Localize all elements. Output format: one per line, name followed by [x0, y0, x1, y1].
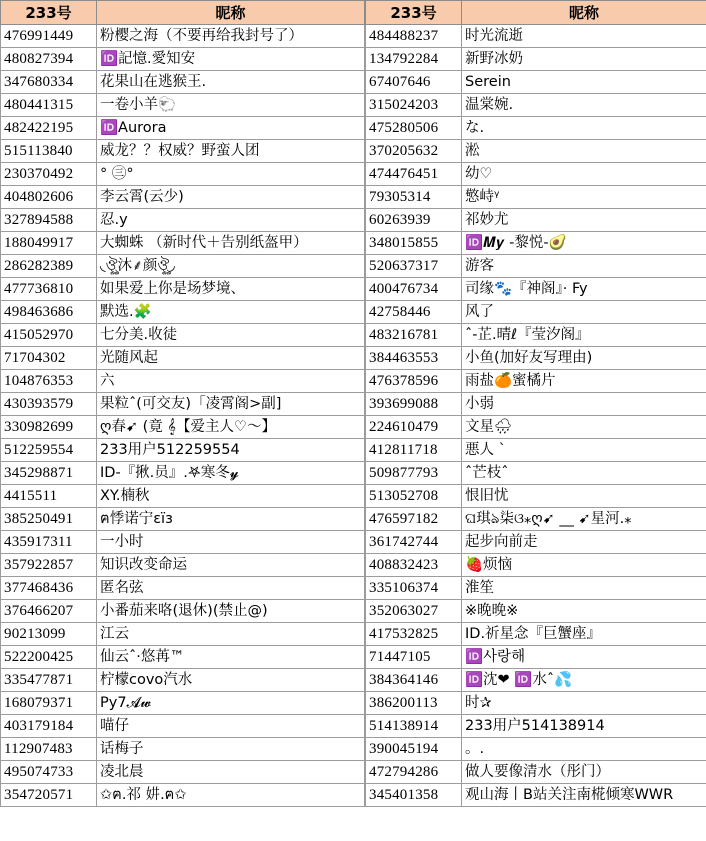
nickname-cell: 如果爱上你是场梦境、 — [97, 278, 365, 301]
table-row — [1, 94, 365, 117]
user-id-cell: 400476734 — [366, 278, 462, 301]
table-row — [366, 646, 706, 669]
nickname-cell: 🆔沈❤ 🆔水ˆ💦 — [462, 669, 706, 692]
table-row — [366, 462, 706, 485]
user-id-cell: 480441315 — [1, 94, 97, 117]
nickname-cell: 🆔記憶.愛知安 — [97, 48, 365, 71]
user-id-cell: 415052970 — [1, 324, 97, 347]
table-row — [366, 600, 706, 623]
table-row — [366, 554, 706, 577]
nickname-cell: 忍.y — [97, 209, 365, 232]
user-id-cell: 472794286 — [366, 761, 462, 784]
nickname-cell: 。. — [462, 738, 706, 761]
table-row — [366, 209, 706, 232]
user-id-cell: 377468436 — [1, 577, 97, 600]
user-id-cell: 370205632 — [366, 140, 462, 163]
left-table-body — [1, 25, 365, 807]
right-table-body — [366, 25, 706, 807]
user-id-cell: 224610479 — [366, 416, 462, 439]
nickname-cell: XY.楠秋 — [97, 485, 365, 508]
user-id-cell: 404802606 — [1, 186, 97, 209]
nickname-cell: 仙云ˆ·悠苒™ — [97, 646, 365, 669]
user-id-cell: 4415511 — [1, 485, 97, 508]
table-row — [1, 462, 365, 485]
nickname-cell: 悪人 ˋ — [462, 439, 706, 462]
user-id-cell: 168079371 — [1, 692, 97, 715]
user-id-cell: 483216781 — [366, 324, 462, 347]
nickname-cell: 七分美.收徒 — [97, 324, 365, 347]
nickname-cell: 🍓烦恼 — [462, 554, 706, 577]
user-id-cell: 42758446 — [366, 301, 462, 324]
nickname-cell: 话梅子 — [97, 738, 365, 761]
table-row — [366, 232, 706, 255]
user-id-cell: 188049917 — [1, 232, 97, 255]
user-id-cell: 347680334 — [1, 71, 97, 94]
user-id-cell: 393699088 — [366, 393, 462, 416]
nickname-cell: 雨盐🍊蜜橘片 — [462, 370, 706, 393]
table-row — [366, 347, 706, 370]
nickname-cell: ◟ঔৣ沐⸙颜ঔৣ◞ — [97, 255, 365, 278]
nickname-cell: 游客 — [462, 255, 706, 278]
header-id: 233号 — [366, 1, 462, 25]
nickname-cell: 大蜘蛛 （新时代＋告别纸盔甲） — [97, 232, 365, 255]
table-row — [366, 324, 706, 347]
table-row — [366, 117, 706, 140]
nickname-cell: 🆔𝑴𝒚 -黎悦-🥑 — [462, 232, 706, 255]
nickname-cell: 小番茄来咯(退休)(禁止@) — [97, 600, 365, 623]
nickname-cell: 幼♡ — [462, 163, 706, 186]
table-row — [1, 761, 365, 784]
table-row — [366, 301, 706, 324]
nickname-cell: 光随风起 — [97, 347, 365, 370]
user-id-cell: 112907483 — [1, 738, 97, 761]
table-row — [366, 531, 706, 554]
user-id-cell: 348015855 — [366, 232, 462, 255]
user-id-cell: 513052708 — [366, 485, 462, 508]
user-id-cell: 476597182 — [366, 508, 462, 531]
user-id-cell: 60263939 — [366, 209, 462, 232]
table-row — [366, 784, 706, 807]
table-row — [1, 485, 365, 508]
table-row — [1, 301, 365, 324]
nickname-cell: 凌北晨 — [97, 761, 365, 784]
table-row — [1, 715, 365, 738]
user-id-cell: 345298871 — [1, 462, 97, 485]
user-id-cell: 385250491 — [1, 508, 97, 531]
nickname-cell: 🆔사랑해 — [462, 646, 706, 669]
user-id-cell: 134792284 — [366, 48, 462, 71]
user-id-cell: 230370492 — [1, 163, 97, 186]
user-id-cell: 476378596 — [366, 370, 462, 393]
nickname-cell: 🆔Aurora — [97, 117, 365, 140]
table-row — [366, 140, 706, 163]
nickname-cell: 风了 — [462, 301, 706, 324]
user-id-cell: 509877793 — [366, 462, 462, 485]
user-id-cell: 357922857 — [1, 554, 97, 577]
user-id-cell: 475280506 — [366, 117, 462, 140]
table-row — [366, 508, 706, 531]
user-id-cell: 386200113 — [366, 692, 462, 715]
table-row — [1, 25, 365, 48]
user-id-cell: 430393579 — [1, 393, 97, 416]
user-id-cell: 522200425 — [1, 646, 97, 669]
nickname-cell: ღ春➹ (竟 𝄞【爱主人♡～】 — [97, 416, 365, 439]
table-row — [1, 692, 365, 715]
nickname-cell: ଘ琪ঌ柒ଓ⁎ღ➹ __ ➹星河.⁎ — [462, 508, 706, 531]
user-id-cell: 67407646 — [366, 71, 462, 94]
nickname-cell: 做人要像清水（彤门） — [462, 761, 706, 784]
table-row — [1, 186, 365, 209]
table-row — [1, 531, 365, 554]
user-id-cell: 520637317 — [366, 255, 462, 278]
table-row — [1, 646, 365, 669]
user-id-cell: 315024203 — [366, 94, 462, 117]
user-id-cell: 352063027 — [366, 600, 462, 623]
user-id-cell: 376466207 — [1, 600, 97, 623]
table-row — [366, 48, 706, 71]
nickname-cell: ° ㊂° — [97, 163, 365, 186]
nickname-cell: ※晚晚※ — [462, 600, 706, 623]
user-id-cell: 330982699 — [1, 416, 97, 439]
user-id-cell: 403179184 — [1, 715, 97, 738]
header-id: 233号 — [1, 1, 97, 25]
user-id-cell: 435917311 — [1, 531, 97, 554]
nickname-cell: 默选.🧩 — [97, 301, 365, 324]
table-row — [1, 738, 365, 761]
user-id-cell: 384364146 — [366, 669, 462, 692]
user-id-cell: 286282389 — [1, 255, 97, 278]
nickname-cell: 一卷小羊🐑 — [97, 94, 365, 117]
table-row — [1, 784, 365, 807]
nickname-cell: 喵仔 — [97, 715, 365, 738]
nickname-cell: Serein — [462, 71, 706, 94]
nickname-cell: 果粒ˆ(可交友)「凌霄阁>副] — [97, 393, 365, 416]
table-row — [366, 25, 706, 48]
nickname-cell: 恨旧忧 — [462, 485, 706, 508]
user-id-cell: 408832423 — [366, 554, 462, 577]
nickname-cell: な. — [462, 117, 706, 140]
table-row — [1, 416, 365, 439]
nickname-cell: 威龙？？权威？野蛮人团 — [97, 140, 365, 163]
user-id-cell: 512259554 — [1, 439, 97, 462]
nickname-cell: 时✰ — [462, 692, 706, 715]
table-row — [366, 485, 706, 508]
nickname-cell: 一小时 — [97, 531, 365, 554]
user-id-cell: 515113840 — [1, 140, 97, 163]
table-row — [366, 439, 706, 462]
table-row — [366, 370, 706, 393]
nickname-cell: ฅ悸诺宁ɛïɜ — [97, 508, 365, 531]
table-row — [1, 232, 365, 255]
table-row — [1, 508, 365, 531]
user-id-cell: 417532825 — [366, 623, 462, 646]
user-id-cell: 495074733 — [1, 761, 97, 784]
nickname-cell: 233用户514138914 — [462, 715, 706, 738]
table-row — [1, 163, 365, 186]
table-row — [1, 48, 365, 71]
table-row — [366, 623, 706, 646]
nickname-cell: 观山海丨B站关注南椛倾寒WWR — [462, 784, 706, 807]
nickname-cell: 文星🌧 — [462, 416, 706, 439]
table-row — [366, 94, 706, 117]
user-id-cell: 345401358 — [366, 784, 462, 807]
table-row — [1, 140, 365, 163]
table-row — [1, 623, 365, 646]
nickname-cell: 粉樱之海（不要再给我封号了） — [97, 25, 365, 48]
nickname-cell: 小鱼(加好友写理由) — [462, 347, 706, 370]
table-row — [1, 370, 365, 393]
table-row — [366, 715, 706, 738]
user-id-cell: 335106374 — [366, 577, 462, 600]
user-id-cell: 354720571 — [1, 784, 97, 807]
table-row — [366, 255, 706, 278]
nickname-cell: 淞 — [462, 140, 706, 163]
table-row — [1, 669, 365, 692]
table-row — [1, 255, 365, 278]
nickname-cell: 六 — [97, 370, 365, 393]
table-row — [1, 324, 365, 347]
table-row — [366, 278, 706, 301]
user-id-cell: 335477871 — [1, 669, 97, 692]
table-row — [366, 393, 706, 416]
nickname-cell: ˆ-芷.晴ℓ『莹汐阁』 — [462, 324, 706, 347]
table-row — [1, 278, 365, 301]
table-row — [1, 600, 365, 623]
table-row — [366, 669, 706, 692]
table-row — [1, 209, 365, 232]
user-id-cell: 79305314 — [366, 186, 462, 209]
nickname-cell: 知识改变命运 — [97, 554, 365, 577]
table-row — [1, 439, 365, 462]
user-id-cell: 476991449 — [1, 25, 97, 48]
table-row — [366, 186, 706, 209]
user-id-cell: 71447105 — [366, 646, 462, 669]
table-row — [366, 416, 706, 439]
nickname-cell: ✩ฅ.祁 妌.ฅ✩ — [97, 784, 365, 807]
nickname-cell: 祁妙尤 — [462, 209, 706, 232]
table-row — [1, 117, 365, 140]
left-table — [0, 0, 365, 807]
user-id-cell: 90213099 — [1, 623, 97, 646]
header-row — [1, 1, 365, 25]
user-id-cell: 474476451 — [366, 163, 462, 186]
user-id-cell: 327894588 — [1, 209, 97, 232]
nickname-cell: 233用户512259554 — [97, 439, 365, 462]
nickname-cell: 新野冰奶 — [462, 48, 706, 71]
user-id-cell: 412811718 — [366, 439, 462, 462]
nickname-cell: 淮笙 — [462, 577, 706, 600]
nickname-cell: 江云 — [97, 623, 365, 646]
table-row — [1, 393, 365, 416]
table-row — [366, 577, 706, 600]
nickname-cell: 司缘🐾『神阁』· Fy — [462, 278, 706, 301]
user-id-cell: 361742744 — [366, 531, 462, 554]
nickname-cell: ˆ芒枝ˆ — [462, 462, 706, 485]
nickname-cell: 起步向前走 — [462, 531, 706, 554]
table-row — [366, 692, 706, 715]
right-table — [365, 0, 706, 807]
user-id-cell: 514138914 — [366, 715, 462, 738]
table-row — [366, 738, 706, 761]
user-id-cell: 484488237 — [366, 25, 462, 48]
table-row — [1, 554, 365, 577]
user-id-cell: 390045194 — [366, 738, 462, 761]
user-id-cell: 384463553 — [366, 347, 462, 370]
table-row — [1, 347, 365, 370]
table-row — [1, 577, 365, 600]
nickname-cell: 李云霄(云少) — [97, 186, 365, 209]
table-row — [366, 71, 706, 94]
user-id-cell: 104876353 — [1, 370, 97, 393]
nickname-cell: ID.祈星念『巨蟹座』 — [462, 623, 706, 646]
nickname-cell: 花果山在逃猴王. — [97, 71, 365, 94]
user-id-cell: 482422195 — [1, 117, 97, 140]
nickname-cell: 柠檬covo汽水 — [97, 669, 365, 692]
nickname-cell: Py7𝓐𝔀 — [97, 692, 365, 715]
header-nickname: 昵称 — [97, 1, 365, 25]
header-row — [366, 1, 706, 25]
user-id-cell: 480827394 — [1, 48, 97, 71]
user-id-cell: 498463686 — [1, 301, 97, 324]
nickname-cell: 时光流逝 — [462, 25, 706, 48]
table-row — [366, 761, 706, 784]
table-row — [366, 163, 706, 186]
nickname-cell: 温棠婉. — [462, 94, 706, 117]
nickname-cell: 憼峙ᵞ — [462, 186, 706, 209]
table-row — [1, 71, 365, 94]
user-id-cell: 477736810 — [1, 278, 97, 301]
user-id-cell: 71704302 — [1, 347, 97, 370]
header-nickname: 昵称 — [462, 1, 706, 25]
nickname-cell: 匿名弦 — [97, 577, 365, 600]
nickname-cell: 小弱 — [462, 393, 706, 416]
nickname-cell: ID-『揪.员』.𖤐寒冬𝔂 — [97, 462, 365, 485]
